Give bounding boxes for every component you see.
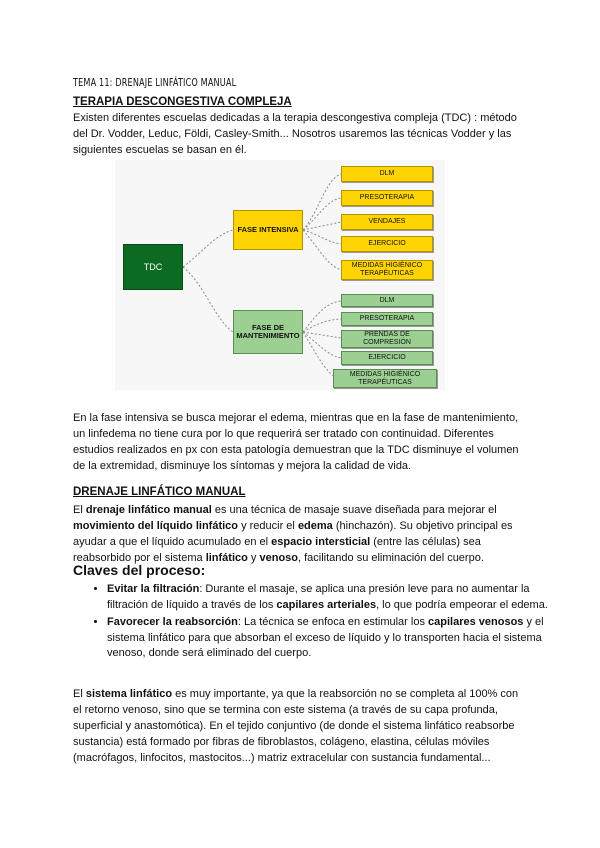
lymphatic-system-paragraph: [73, 686, 528, 766]
connector-root-maintenance: [183, 267, 233, 332]
intensive-item-dlm: DLM: [341, 166, 433, 182]
bullet1-b1: Evitar la filtración: [107, 583, 200, 595]
intensive-item-vendajes: VENDAJES: [341, 214, 433, 230]
maintenance-item-medidas: MEDIDAS HIGIÉNICO TERAPÉUTICAS: [333, 369, 437, 388]
final-t2: es muy importante, ya que la reabsorción no se completa al 100% con el retorno venoso, sino que se termina con este sistema (a través de su capa profunda, superficial y anastomótica). En el tejido conjuntivo (de donde el sistema linfático reabsorbe sustancia) está formado por fibras de fibroblastos, colágeno, elastina, células móviles (macrófagos, linfocitos, mastocitos...) matriz extracelular con sustancia fundamental...: [73, 688, 519, 764]
connector-maintenance-4: [303, 332, 341, 358]
bullet2-t1: : La técnica se enfoca en estimular los: [237, 616, 429, 628]
connector-intensive-5: [303, 230, 341, 270]
connector-intensive-2: [303, 198, 341, 230]
dlm-p1-t6: y: [247, 552, 260, 564]
bullet1-b2: capilares arteriales: [276, 598, 377, 611]
tdc-root-node: TDC: [123, 244, 183, 290]
claves-item-reabsorcion: [107, 615, 567, 662]
final-t1: El: [73, 688, 86, 700]
maintenance-item-dlm: DLM: [341, 294, 433, 307]
bullet2-b2: capilares venosos: [428, 616, 524, 628]
dlm-p1-t1: El: [73, 504, 86, 516]
dlm-paragraph: [73, 502, 528, 566]
bullet2-t2: y el sistema linfático para que absorban el exceso de líquido y lo transporten hacia el sistema venoso, donde será eliminado del cuerpo.: [107, 616, 544, 659]
phases-paragraph: En la fase intensiva se busca mejorar el edema, mientras que en la fase de mantenimiento, un linfedema no tiene cura por lo que requerirá ser tratado con continuidad. Diferentes estudios realizados en px con esta patología demuestran que la TDC disminuye el volumen de la extremidad, disminuye los síntomas y mejora la calidad de vida.: [73, 412, 519, 472]
dlm-p1-t7: , facilitando su eliminación del cuerpo.: [298, 552, 484, 564]
intensive-phase-node: FASE INTENSIVA: [233, 210, 303, 250]
claves-list: [73, 582, 567, 664]
maintenance-item-prendas: PRENDAS DE COMPRESIÓN: [341, 330, 433, 348]
connector-maintenance-3: [303, 332, 341, 338]
connector-root-intensive: [183, 230, 233, 267]
intensive-item-medidas: MEDIDAS HIGIÉNICO TERAPÉUTICAS: [341, 260, 433, 280]
maintenance-item-presoterapia: PRESOTERAPIA: [341, 312, 433, 326]
dlm-p1-t2: es una técnica de masaje suave diseñada para mejorar el: [211, 504, 497, 516]
dlm-p1-b4: espacio intersticial: [271, 536, 371, 548]
dlm-p1-t5: (entre las células) sea reabsorbido por el sistema: [73, 536, 481, 564]
topic-title: TEMA 11: DRENAJE LINFÁTICO MANUAL: [73, 76, 237, 89]
connector-intensive-1: [303, 174, 341, 230]
dlm-p1-b2: movimiento del líquido linfático: [73, 520, 239, 532]
intensive-item-presoterapia: PRESOTERAPIA: [341, 190, 433, 206]
tdc-diagram: [115, 160, 445, 390]
dlm-p1-t3: y reducir el: [238, 520, 298, 532]
bullet1-t2: , lo que podría empeorar el edema.: [376, 598, 548, 611]
connector-maintenance-1: [303, 301, 341, 332]
maintenance-item-ejercicio: EJERCICIO: [341, 351, 433, 365]
dlm-p1-t4: (hinchazón). Su objetivo principal es ayudar a que el líquido acumulado en el: [73, 520, 513, 548]
dlm-p1-b3: edema: [297, 520, 333, 532]
intensive-item-ejercicio: EJERCICIO: [341, 236, 433, 252]
section-heading-dlm: DRENAJE LINFÁTICO MANUAL: [73, 486, 246, 498]
final-b1: sistema linfático: [85, 688, 173, 700]
dlm-p1-b6: venoso: [259, 552, 298, 564]
maintenance-phase-node: FASE DE MANTENIMIENTO: [233, 310, 303, 354]
bullet2-b1: Favorecer la reabsorción: [107, 616, 238, 628]
section-heading-tdc: TERAPIA DESCONGESTIVA COMPLEJA: [73, 96, 292, 108]
intro-paragraph: Existen diferentes escuelas dedicadas a la terapia descongestiva compleja (TDC) : método del Dr. Vodder, Leduc, Földi, Casley-Smith... Nosotros usaremos las técnicas Vodder y las siguientes escuelas se basan en él.: [73, 112, 517, 156]
claves-item-filtracion: [107, 582, 567, 613]
dlm-p1-b1: drenaje linfático manual: [85, 504, 212, 516]
bullet1-t1: : Durante el masaje, se aplica una presión leve para no aumentar la filtración de líquido a través de los: [107, 583, 530, 611]
dlm-p1-b5: linfático: [205, 552, 248, 564]
claves-heading: Claves del proceso:: [73, 562, 206, 578]
